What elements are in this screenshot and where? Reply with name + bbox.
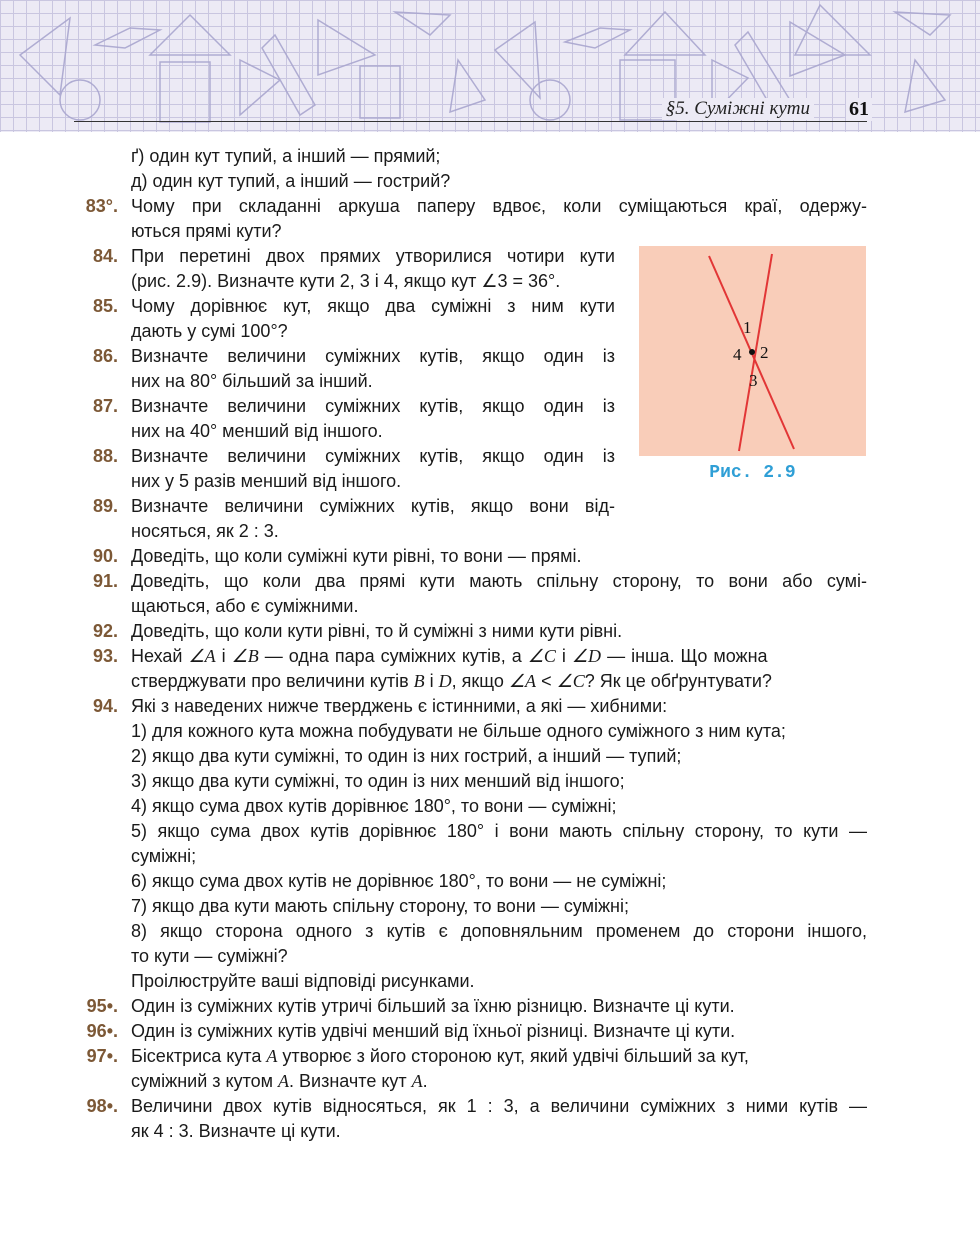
exercise-82-g: ґ) один кут тупий, а інший — прямий; [131, 146, 441, 166]
figure-2-9 [639, 246, 866, 456]
exercise-88-line2: них у 5 разів менший від іншого. [131, 471, 402, 491]
var-b: B [413, 671, 425, 691]
exercise-94-item2: 2) якщо два кути суміжні, то один із них гострий, а інший — тупий; [131, 746, 682, 766]
exercise-number-88: 88. [92, 446, 118, 466]
exercise-84-line2: (рис. 2.9). Визначте кути 2, 3 і 4, якщо кут ∠3 = 36°. [131, 271, 561, 291]
exercise-94-item1: 1) для кожного кута можна побудувати не більше одного суміжного з ним кута; [131, 721, 786, 741]
angle-d: ∠D [571, 646, 602, 666]
exercise-98-line1: Величини двох кутів відносяться, як 1 : 3, а величини суміжних з ними кутів — [131, 1096, 867, 1116]
geometric-shapes-decoration [0, 0, 980, 132]
text: ? Як це обґрунтувати? [584, 671, 772, 691]
exercise-96-line1: Один із суміжних кутів удвічі менший від їхньої різниці. Визначте ці кути. [131, 1021, 736, 1041]
exercise-94-item8-line2: то кути — суміжні? [131, 946, 288, 966]
exercise-number-83: 83°. [85, 196, 118, 216]
exercise-97-line1 [131, 1044, 867, 1069]
exercise-91-line1: Доведіть, що коли два прямі кути мають спільну сторону, то вони або сумі- [131, 571, 867, 591]
intersecting-lines-diagram [639, 246, 866, 456]
page-header [0, 0, 980, 132]
header-rule [74, 121, 867, 122]
exercise-86-line1: Визначте величини суміжних кутів, якщо один із [131, 346, 615, 366]
angle-label-4: 4 [733, 345, 742, 364]
text: — одна пара суміжних кутів, а [258, 646, 528, 666]
exercise-86-line2: них на 80° більший за інший. [131, 371, 373, 391]
exercise-number-92: 92. [92, 621, 118, 641]
exercise-94-note: Проілюструйте ваші відповіді рисунками. [131, 971, 475, 991]
exercise-number-84: 84. [92, 246, 118, 266]
exercise-98-line2: як 4 : 3. Визначте ці кути. [131, 1121, 341, 1141]
text: і [555, 646, 572, 666]
exercise-92-line1: Доведіть, що коли кути рівні, то й суміжні з ними кути рівні. [131, 621, 623, 641]
text: суміжний з кутом [131, 1071, 279, 1091]
angle-label-1: 1 [743, 318, 752, 337]
exercise-number-89: 89. [92, 496, 118, 516]
exercise-82-d: д) один кут тупий, а інший — гострий? [131, 171, 451, 191]
angle-label-3: 3 [749, 371, 758, 390]
exercise-number-90: 90. [92, 546, 118, 566]
exercise-number-91: 91. [92, 571, 118, 591]
exercise-number-93: 93. [92, 646, 118, 666]
exercise-number-87: 87. [92, 396, 118, 416]
page-number: 61 [846, 98, 872, 121]
exercise-88-line1: Визначте величини суміжних кутів, якщо один із [131, 446, 615, 466]
exercise-number-96: 96•. [86, 1021, 118, 1041]
exercise-93-line2 [131, 669, 772, 694]
exercise-83-line2: ються прямі кути? [131, 221, 282, 241]
exercise-87-line1: Визначте величини суміжних кутів, якщо один із [131, 396, 615, 416]
exercise-number-85: 85. [92, 296, 118, 316]
angle-b: ∠B [231, 646, 259, 666]
angle-a: ∠A [188, 646, 216, 666]
exercise-94-item6: 6) якщо сума двох кутів не дорівнює 180°, то вони — не суміжні; [131, 871, 667, 891]
exercise-85-line1: Чому дорівнює кут, якщо два суміжні з ним кути [131, 296, 615, 316]
var-d: D [438, 671, 452, 691]
exercise-90-line1: Доведіть, що коли суміжні кути рівні, то вони — прямі. [131, 546, 582, 566]
angle-label-2: 2 [760, 343, 769, 362]
text: . Визначте кут [289, 1071, 412, 1091]
text: Бісектриса кута [131, 1046, 267, 1066]
text: — інша. Що можна [601, 646, 768, 666]
exercise-94-item8-line1: 8) якщо сторона одного з кутів є доповняльним променем до сторони іншого, [131, 921, 867, 941]
text: утворює з його стороною кут, який удвічі більший за кут, [277, 1046, 749, 1066]
exercise-83-line1: Чому при складанні аркуша паперу вдвоє, коли суміщаються краї, одержу- [131, 196, 867, 216]
exercise-97-line2 [131, 1069, 428, 1094]
exercise-number-97: 97•. [86, 1046, 118, 1066]
exercise-94-intro: Які з наведених нижче тверджень є істинними, а які — хибними: [131, 696, 668, 716]
running-head: §5. Суміжні кути [662, 98, 814, 120]
text: , якщо [451, 671, 509, 691]
exercise-94-item5-line1: 5) якщо сума двох кутів дорівнює 180° і вони мають спільну сторону, то кути — [131, 821, 867, 841]
var-a: A [411, 1071, 423, 1091]
angle-c: ∠C [556, 671, 585, 691]
exercise-91-line2: щаються, або є суміжними. [131, 596, 359, 616]
exercise-84-line1: При перетині двох прямих утворилися чотири кути [131, 246, 615, 266]
exercise-94-item5-line2: суміжні; [131, 846, 197, 866]
var-a: A [266, 1046, 278, 1066]
exercise-87-line2: них на 40° менший від іншого. [131, 421, 383, 441]
exercise-number-86: 86. [92, 346, 118, 366]
exercise-94-item3: 3) якщо два кути суміжні, то один із них менший від іншого; [131, 771, 625, 791]
var-a: A [278, 1071, 290, 1091]
text: стверджувати про величини кутів [131, 671, 414, 691]
text: і [424, 671, 439, 691]
text: Нехай [131, 646, 189, 666]
text: і [215, 646, 232, 666]
exercise-94-item4: 4) якщо сума двох кутів дорівнює 180°, то вони — суміжні; [131, 796, 617, 816]
text: . [422, 1071, 428, 1091]
exercise-number-98: 98•. [86, 1096, 118, 1116]
intersection-point [749, 349, 755, 355]
exercise-89-line2: носяться, як 2 : 3. [131, 521, 279, 541]
angle-a: ∠A [508, 671, 537, 691]
text: < [536, 671, 557, 691]
exercise-93-line1 [131, 644, 867, 669]
exercise-85-line2: дають у сумі 100°? [131, 321, 288, 341]
figure-caption: Рис. 2.9 [709, 463, 796, 483]
exercise-number-94: 94. [92, 696, 118, 716]
exercise-89-line1: Визначте величини суміжних кутів, якщо вони від- [131, 496, 615, 516]
exercise-number-95: 95•. [86, 996, 118, 1016]
exercise-94-item7: 7) якщо два кути мають спільну сторону, то вони — суміжні; [131, 896, 629, 916]
angle-c: ∠C [527, 646, 556, 666]
exercise-95-line1: Один із суміжних кутів утричі більший за їхню різницю. Визначте ці кути. [131, 996, 735, 1016]
